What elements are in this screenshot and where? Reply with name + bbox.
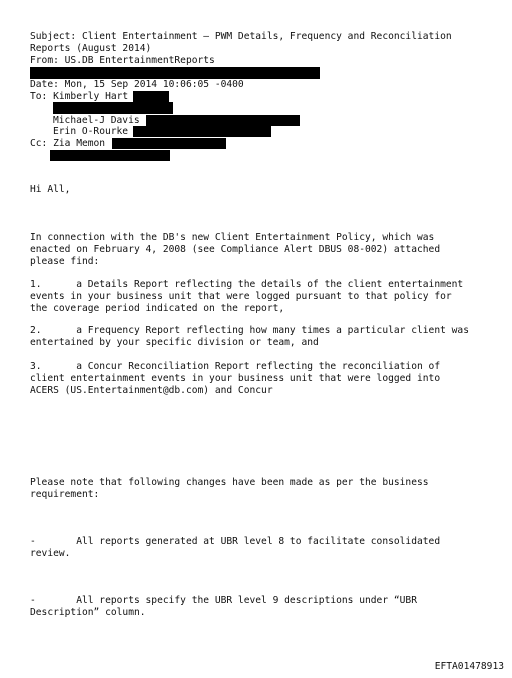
item3-line-1: 3. a Concur Reconciliation Report reflecting the reconciliation of (30, 361, 441, 372)
redaction-bar (133, 126, 271, 137)
intro-line-1: In connection with the DB's new Client Entertainment Policy, which was (30, 232, 435, 243)
bullet1-line-1: - All reports generated at UBR level 8 to facilitate consolidated (30, 536, 441, 547)
item1-line-1: 1. a Details Report reflecting the details of the client entertainment (30, 279, 464, 290)
note-line-1: Please note that following changes have been made as per the business (30, 477, 429, 488)
date-line: Date: Mon, 15 Sep 2014 10:06:05 -0400 (30, 79, 244, 90)
item3-line-3: ACERS (US.Entertainment@db.com) and Concur (30, 385, 273, 396)
bullet1-line-2: review. (30, 548, 71, 559)
redaction-bar (146, 115, 300, 126)
item2-line-1: 2. a Frequency Report reflecting how many times a particular client was (30, 325, 469, 336)
intro-line-2: enacted on February 4, 2008 (see Compliance Alert DBUS 08-002) attached (30, 244, 441, 255)
item2-line-2: entertained by your specific division or team, and (30, 337, 319, 348)
to-recipient-2: Michael-J Davis (53, 115, 140, 126)
cc-line: Cc: Zia Memon (30, 138, 106, 149)
bullet2-line-1: - All reports specify the UBR level 9 descriptions under “UBR (30, 595, 417, 606)
greeting: Hi All, (30, 184, 71, 195)
item1-line-2: events in your business unit that were logged pursuant to that policy for (30, 291, 452, 302)
redaction-bar (50, 150, 170, 161)
intro-line-3: please find: (30, 256, 100, 267)
subject-line-2: Reports (August 2014) (30, 43, 152, 54)
bullet2-line-2: Description” column. (30, 607, 146, 618)
item1-line-3: the coverage period indicated on the report, (30, 303, 285, 314)
document-id: EFTA01478913 (434, 661, 504, 672)
to-recipient-3: Erin O-Rourke (53, 126, 129, 137)
redaction-bar (30, 67, 320, 79)
from-line: From: US.DB EntertainmentReports (30, 55, 215, 66)
redaction-bar (112, 138, 226, 149)
to-line: To: Kimberly Hart (30, 91, 129, 102)
note-line-2: requirement: (30, 489, 100, 500)
subject-line-1: Subject: Client Entertainment – PWM Details, Frequency and Reconciliation (30, 31, 452, 42)
redaction-bar (53, 102, 173, 114)
item3-line-2: client entertainment events in your business unit that were logged into (30, 373, 441, 384)
